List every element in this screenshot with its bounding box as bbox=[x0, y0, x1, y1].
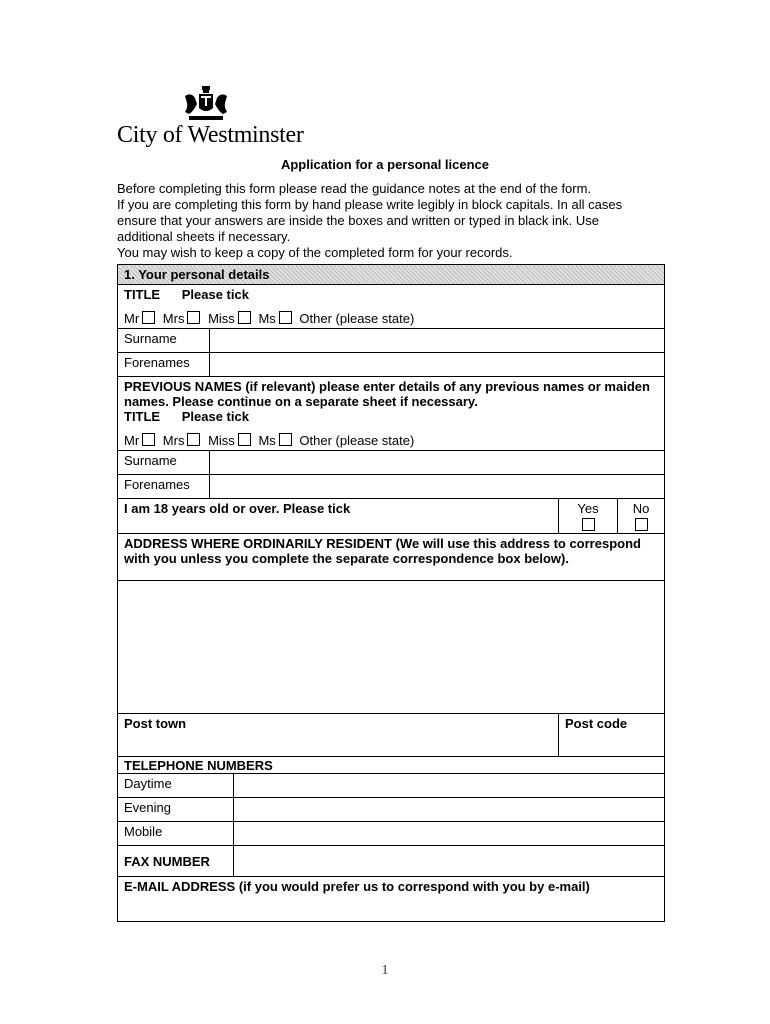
previous-forenames-row bbox=[118, 475, 665, 499]
title-label: TITLE bbox=[124, 287, 161, 302]
daytime-field[interactable] bbox=[234, 774, 665, 798]
section-heading-row bbox=[118, 265, 665, 285]
title-option-ms: Ms bbox=[258, 311, 276, 327]
forenames-row bbox=[118, 353, 665, 377]
address-heading: ADDRESS WHERE ORDINARILY RESIDENT (We will use this address to correspond with you unless you complete the separate correspondence box below). bbox=[118, 534, 665, 581]
previous-title-label: TITLE bbox=[124, 409, 161, 425]
mobile-label: Mobile bbox=[118, 822, 234, 846]
previous-surname-field[interactable] bbox=[210, 451, 665, 475]
age-yes-label: Yes bbox=[577, 501, 599, 517]
surname-row bbox=[118, 329, 665, 353]
age-no-checkbox[interactable] bbox=[635, 518, 648, 531]
email-label: E-MAIL ADDRESS (if you would prefer us to correspond with you by e-mail) bbox=[124, 879, 590, 895]
mobile-field[interactable] bbox=[234, 822, 665, 846]
previous-title-ms-checkbox[interactable] bbox=[279, 433, 292, 446]
age-question: I am 18 years old or over. Please tick bbox=[118, 499, 559, 534]
intro-paragraph: Before completing this form please read the guidance notes at the end of the form. bbox=[117, 181, 592, 196]
please-tick-label: Please tick bbox=[181, 287, 249, 302]
surname-field[interactable] bbox=[210, 329, 665, 353]
previous-title-option-mr: Mr bbox=[124, 433, 140, 449]
document-title: Application for a personal licence bbox=[280, 157, 490, 172]
organisation-name: City of Westminster bbox=[117, 122, 304, 148]
title-miss-checkbox[interactable] bbox=[238, 311, 251, 324]
fax-label: FAX NUMBER bbox=[118, 846, 234, 877]
age-no-label: No bbox=[632, 501, 650, 517]
forenames-field[interactable] bbox=[210, 353, 665, 377]
post-code-field[interactable] bbox=[559, 714, 665, 757]
previous-forenames-field[interactable] bbox=[210, 475, 665, 499]
previous-surname-row bbox=[118, 451, 665, 475]
address-row bbox=[118, 581, 665, 714]
title-ms-checkbox[interactable] bbox=[279, 311, 292, 324]
previous-forenames-label: Forenames bbox=[118, 475, 210, 499]
title-row bbox=[118, 285, 665, 329]
daytime-label: Daytime bbox=[118, 774, 234, 798]
previous-please-tick-label: Please tick bbox=[181, 409, 249, 425]
previous-title-option-miss: Miss bbox=[208, 433, 235, 449]
title-option-mr: Mr bbox=[124, 311, 140, 327]
intro-text bbox=[117, 181, 657, 261]
previous-title-mrs-checkbox[interactable] bbox=[187, 433, 200, 446]
previous-title-option-other: Other (please state) bbox=[299, 433, 415, 449]
post-town-label: Post town bbox=[124, 716, 187, 732]
intro-paragraph: You may wish to keep a copy of the completed form for your records. bbox=[117, 245, 513, 260]
evening-row bbox=[118, 798, 665, 822]
daytime-row bbox=[118, 774, 665, 798]
address-field[interactable] bbox=[118, 581, 665, 714]
post-code-label: Post code bbox=[565, 716, 628, 732]
email-field[interactable] bbox=[118, 877, 665, 922]
intro-paragraph: If you are completing this form by hand please write legibly in block capitals. In all cases ensure that your answers are inside the boxes and written or typed in black ink. Use additional sheets if necessary. bbox=[117, 197, 623, 244]
fax-row bbox=[118, 846, 665, 877]
title-option-miss: Miss bbox=[208, 311, 235, 327]
fax-field[interactable] bbox=[234, 846, 665, 877]
previous-title-mr-checkbox[interactable] bbox=[142, 433, 155, 446]
previous-title-option-mrs: Mrs bbox=[162, 433, 185, 449]
title-mrs-checkbox[interactable] bbox=[187, 311, 200, 324]
post-row bbox=[118, 714, 665, 757]
forenames-label: Forenames bbox=[118, 353, 210, 377]
email-row bbox=[118, 877, 665, 922]
age-row bbox=[118, 499, 665, 534]
age-yes-checkbox[interactable] bbox=[582, 518, 595, 531]
title-option-mrs: Mrs bbox=[162, 311, 185, 327]
telephone-heading-row bbox=[118, 757, 665, 774]
mobile-row bbox=[118, 822, 665, 846]
title-option-other: Other (please state) bbox=[299, 311, 415, 327]
previous-title-miss-checkbox[interactable] bbox=[238, 433, 251, 446]
page-number: 1 bbox=[381, 963, 389, 978]
title-mr-checkbox[interactable] bbox=[142, 311, 155, 324]
previous-title-option-ms: Ms bbox=[258, 433, 276, 449]
evening-field[interactable] bbox=[234, 798, 665, 822]
telephone-heading: TELEPHONE NUMBERS bbox=[118, 757, 665, 774]
westminster-crest-icon bbox=[183, 86, 229, 122]
previous-names-instruction: PREVIOUS NAMES (if relevant) please enter details of any previous names or maiden names. Please continue on a separate sheet if necessary. bbox=[124, 379, 650, 410]
section-heading: 1. Your personal details bbox=[118, 265, 665, 285]
address-heading-row bbox=[118, 534, 665, 581]
surname-label: Surname bbox=[118, 329, 210, 353]
previous-surname-label: Surname bbox=[118, 451, 210, 475]
previous-names-row bbox=[118, 377, 665, 451]
post-town-field[interactable] bbox=[118, 714, 559, 757]
evening-label: Evening bbox=[118, 798, 234, 822]
personal-details-form bbox=[117, 264, 665, 922]
